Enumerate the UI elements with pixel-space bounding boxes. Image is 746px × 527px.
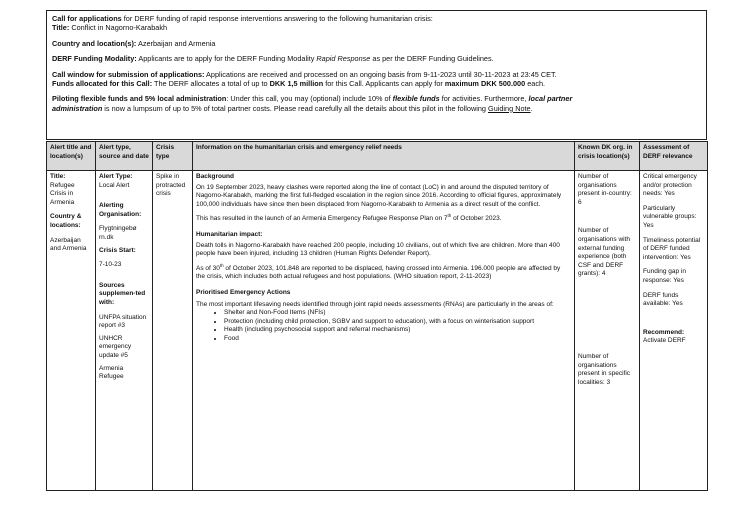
funds-allocated-line: Funds allocated for this Call: The DERF allocates a total of up to DKK 1,5 million for this Call. Applicants can apply for maximum DKK 500.000 each.: [52, 79, 546, 89]
list-item: • Food: [224, 335, 571, 344]
header-known-dk-org: Known DK org. in crisis location(s): [575, 142, 640, 171]
call-intro-line: Call for applications for DERF funding of rapid response interventions answering to the following humanitarian crisis:: [52, 14, 433, 23]
header-assessment: Assessment of DERF relevance: [640, 142, 708, 171]
call-window-line: Call window for submission of applications: Applications are received and processed on an ongoing basis from 9-11-2023 until 30-11-2023 at 23:45 CET.: [52, 69, 557, 79]
table-header-row: [47, 142, 708, 171]
guiding-note-link[interactable]: Guiding Note: [488, 103, 531, 113]
emergency-actions-list: [196, 309, 571, 343]
list-item: • Health (including psychosocial support and referral mechanisms): [224, 326, 571, 335]
cell-crisis-type: Spike in protracted crisis: [153, 171, 193, 491]
header-alert-type: Alert type, source and date: [96, 142, 153, 171]
cell-alert-type: Alert Type: Local Alert Alerting Organisation: Flygtningebø rn.dk Crisis Start: 7-10-23 Sources supplemen-ted with: UNFPA situation report #3 UNHCR emergency update #5 Armenia Refugee: [96, 171, 153, 491]
pilot-line-1: Piloting flexible funds and 5% local administration: Under this call, you may (optional) include 10% of flexible funds for activities. Furthermore, local partner: [52, 94, 573, 104]
table-row: [47, 171, 708, 491]
cell-known-dk-org: Number of organisations present in-country: 6 Number of organisations with external funding experience (both CSF and DERF grants): 4 Number of organisations present in specific localities: 3: [575, 171, 640, 491]
cell-assessment: Critical emergency and/or protection needs: Yes Particularly vulnerable groups: Yes Timeliness potential of DERF funded intervention: Yes Funding gap in response: Yes DERF funds available: Yes Recommend: Activate DERF: [640, 171, 708, 491]
pilot-line-2: administration is now a lumpsum of up to 5% of total partner costs. Please read carefully all the details about this pilot in the following Guiding Note.: [52, 103, 533, 113]
country-line: Country and location(s): Azerbaijan and Armenia: [52, 38, 216, 48]
cell-alert-title: Title: Refugee Crisis in Armenia Country & locations: Azerbaijan and Armenia: [47, 171, 96, 491]
funding-modality-line: DERF Funding Modality: Applicants are to apply for the DERF Funding Modality Rapid Response as per the DERF Funding Guidelines.: [52, 54, 494, 64]
cell-crisis-info: Background On 19 September 2023, heavy clashes were reported along the line of contact (LoC) in and around the disputed territory of Nagorno-Karabakh, marking the first full-fledged escalation in the region since 2016. According to official figures, approximately 100,000 individuals have since then been displaced from Nagorno-Karabakh to Armenia as a direct result of the conflict. This has resulted in the launch of an Armenia Emergency Refugee Response Plan on 7th of October 2023. Humanitarian impact: Death tolls in Nagorno-Karabakh have reached 200 people, including 10 civilians, out of which five are children. More than 400 people have been injured, including 13 children (Human Rights Defender Report). As of 30th of October 2023, 101.848 are reported to be displaced, having crossed into Armenia. 196.000 people are affected by the crisis, which includes both actual refugees and host populations. (WHO situation report, 2-11-2023) Prioritised Emergency Actions The most important lifesaving needs identified through joint rapid needs assessments (RNAs) are particularly in the areas of: • Shelter and Non-Food Items (NFIs) • Protection (including child protection, SGBV and support to education), with a focus on winterisation support • Health (including psychosocial support and referral mechanisms) • Food: [193, 171, 575, 491]
header-crisis-info: Information on the humanitarian crisis and emergency relief needs: [193, 142, 575, 171]
list-item: • Protection (including child protection, SGBV and support to education), with a focus on winterisation support: [224, 318, 571, 327]
header-alert-title: Alert title and location(s): [47, 142, 96, 171]
alert-table: [46, 141, 708, 491]
call-header-box: [46, 10, 707, 140]
header-crisis-type: Crisis type: [153, 142, 193, 171]
list-item: • Shelter and Non-Food Items (NFIs): [224, 309, 571, 318]
call-title-line: Title: Conflict in Nagorno-Karabakh: [52, 23, 168, 33]
